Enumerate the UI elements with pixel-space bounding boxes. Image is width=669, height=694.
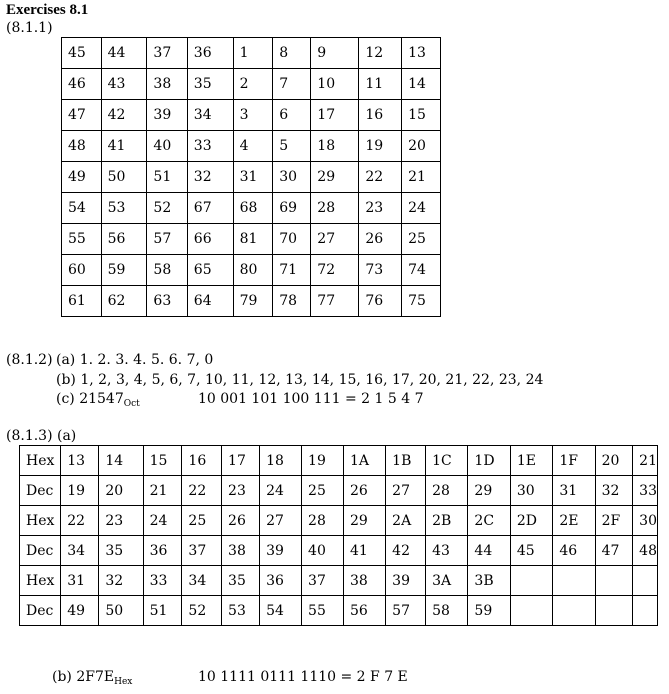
table-cell: 22 bbox=[359, 162, 402, 193]
table-cell: 15 bbox=[143, 446, 182, 476]
table-cell bbox=[510, 566, 552, 596]
table-cell: Dec bbox=[20, 536, 61, 566]
table-cell: 30 bbox=[633, 506, 658, 536]
table-cell: 52 bbox=[147, 193, 187, 224]
table-cell: 49 bbox=[61, 596, 99, 626]
part-b-subscript: Hex bbox=[114, 677, 133, 687]
table-cell: 41 bbox=[101, 131, 147, 162]
table-cell: 44 bbox=[468, 536, 510, 566]
table-cell: 20 bbox=[99, 476, 143, 506]
exercise-8-1-2-part-c bbox=[56, 391, 140, 409]
table-cell: 27 bbox=[386, 476, 426, 506]
table-cell: 2F bbox=[595, 506, 633, 536]
table-cell bbox=[553, 596, 595, 626]
grid-row bbox=[62, 100, 441, 131]
table-cell: 36 bbox=[187, 38, 233, 69]
table-cell bbox=[510, 596, 552, 626]
exercise-8-1-2-label: (8.1.2) bbox=[6, 352, 53, 368]
table-cell: 34 bbox=[182, 566, 222, 596]
table-cell: 3A bbox=[426, 566, 468, 596]
table-cell: 75 bbox=[402, 286, 441, 317]
grid-row bbox=[62, 69, 441, 100]
table-cell: 74 bbox=[402, 255, 441, 286]
part-c-number: (c) 21547 bbox=[56, 391, 124, 407]
table-cell: 40 bbox=[302, 536, 344, 566]
table-cell: 23 bbox=[359, 193, 402, 224]
table-cell: 17 bbox=[311, 100, 359, 131]
table-cell: 23 bbox=[99, 506, 143, 536]
table-cell: 58 bbox=[426, 596, 468, 626]
table-cell: 20 bbox=[402, 131, 441, 162]
exercise-8-1-2-part-a: (a) 1. 2. 3. 4. 5. 6. 7, 0 bbox=[56, 352, 214, 368]
table-cell: 9 bbox=[311, 38, 359, 69]
table-cell: 80 bbox=[233, 255, 273, 286]
table-cell: 32 bbox=[99, 566, 143, 596]
table-cell: 39 bbox=[147, 100, 187, 131]
table-cell: 26 bbox=[359, 224, 402, 255]
table-cell: 44 bbox=[101, 38, 147, 69]
table-cell: 2C bbox=[468, 506, 510, 536]
table-cell: 69 bbox=[273, 193, 311, 224]
table-cell: 45 bbox=[510, 536, 552, 566]
table-cell: Hex bbox=[20, 446, 61, 476]
table-cell: 43 bbox=[101, 69, 147, 100]
table-cell: 16 bbox=[182, 446, 222, 476]
table-cell: 42 bbox=[386, 536, 426, 566]
table-cell: 28 bbox=[311, 193, 359, 224]
table-cell: 24 bbox=[143, 506, 182, 536]
table-cell: 65 bbox=[187, 255, 233, 286]
table-cell: 68 bbox=[233, 193, 273, 224]
table-cell: 53 bbox=[101, 193, 147, 224]
table-cell: 17 bbox=[222, 446, 260, 476]
table-cell: 2D bbox=[510, 506, 552, 536]
table-cell: 27 bbox=[260, 506, 302, 536]
table-cell: 71 bbox=[273, 255, 311, 286]
table-cell: 25 bbox=[302, 476, 344, 506]
table-cell: 36 bbox=[143, 536, 182, 566]
table-cell bbox=[633, 566, 658, 596]
table-cell: 35 bbox=[222, 566, 260, 596]
table-cell: 2B bbox=[426, 506, 468, 536]
table-cell: 12 bbox=[359, 38, 402, 69]
table-cell: 20 bbox=[595, 446, 633, 476]
exercise-8-1-2-part-c-result: 10 001 101 100 111 = 2 1 5 4 7 bbox=[198, 391, 424, 407]
table-cell: 60 bbox=[62, 255, 102, 286]
table-cell: 29 bbox=[343, 506, 385, 536]
table-cell: 77 bbox=[311, 286, 359, 317]
table-row bbox=[20, 506, 658, 536]
table-cell: 2 bbox=[233, 69, 273, 100]
table-cell: 4 bbox=[233, 131, 273, 162]
exercise-8-1-1-label: (8.1.1) bbox=[6, 20, 53, 36]
table-cell: 33 bbox=[187, 131, 233, 162]
table-cell: 19 bbox=[302, 446, 344, 476]
table-cell: 24 bbox=[260, 476, 302, 506]
table-cell: 63 bbox=[147, 286, 187, 317]
table-cell: 23 bbox=[222, 476, 260, 506]
table-cell: 50 bbox=[101, 162, 147, 193]
table-cell: 72 bbox=[311, 255, 359, 286]
exercises-heading: Exercises 8.1 bbox=[6, 2, 89, 18]
table-cell: 5 bbox=[273, 131, 311, 162]
table-cell: 14 bbox=[402, 69, 441, 100]
table-cell: 47 bbox=[595, 536, 633, 566]
table-cell: 10 bbox=[311, 69, 359, 100]
table-cell: 39 bbox=[386, 566, 426, 596]
table-cell: 47 bbox=[62, 100, 102, 131]
table-cell: 55 bbox=[62, 224, 102, 255]
table-cell: 59 bbox=[468, 596, 510, 626]
table-cell: 1A bbox=[343, 446, 385, 476]
table-cell: 40 bbox=[147, 131, 187, 162]
table-cell: 51 bbox=[147, 162, 187, 193]
grid-row bbox=[62, 255, 441, 286]
table-cell: 46 bbox=[62, 69, 102, 100]
part-c-subscript: Oct bbox=[123, 399, 140, 409]
table-cell: 66 bbox=[187, 224, 233, 255]
table-cell: 73 bbox=[359, 255, 402, 286]
table-cell: Hex bbox=[20, 566, 61, 596]
table-cell: 55 bbox=[302, 596, 344, 626]
table-cell: 33 bbox=[143, 566, 182, 596]
table-cell: 31 bbox=[553, 476, 595, 506]
table-cell: 53 bbox=[222, 596, 260, 626]
table-cell: 24 bbox=[402, 193, 441, 224]
table-cell: 62 bbox=[101, 286, 147, 317]
table-cell: 32 bbox=[595, 476, 633, 506]
table-cell: Dec bbox=[20, 596, 61, 626]
table-cell: Dec bbox=[20, 476, 61, 506]
table-cell: 38 bbox=[147, 69, 187, 100]
table-cell: 42 bbox=[101, 100, 147, 131]
table-cell: 37 bbox=[182, 536, 222, 566]
table-cell: 29 bbox=[311, 162, 359, 193]
table-cell: 30 bbox=[273, 162, 311, 193]
table-cell: 38 bbox=[222, 536, 260, 566]
table-cell bbox=[633, 596, 658, 626]
exercise-8-1-3-part-b bbox=[52, 669, 132, 687]
table-cell: 48 bbox=[62, 131, 102, 162]
table-cell: 37 bbox=[302, 566, 344, 596]
table-cell: 37 bbox=[147, 38, 187, 69]
table-cell: 34 bbox=[61, 536, 99, 566]
table-cell: 1B bbox=[386, 446, 426, 476]
table-row bbox=[20, 536, 658, 566]
grid-row bbox=[62, 131, 441, 162]
table-cell: 26 bbox=[343, 476, 385, 506]
table-cell: 25 bbox=[402, 224, 441, 255]
table-cell: 31 bbox=[233, 162, 273, 193]
table-cell: 1C bbox=[426, 446, 468, 476]
table-cell: Hex bbox=[20, 506, 61, 536]
table-cell: 19 bbox=[359, 131, 402, 162]
exercise-8-1-3-part-b-result: 10 1111 0111 1110 = 2 F 7 E bbox=[198, 669, 408, 685]
table-cell: 8 bbox=[273, 38, 311, 69]
hex-dec-table bbox=[19, 445, 658, 626]
table-cell: 67 bbox=[187, 193, 233, 224]
table-cell: 22 bbox=[61, 506, 99, 536]
table-cell: 13 bbox=[402, 38, 441, 69]
table-cell: 25 bbox=[182, 506, 222, 536]
table-cell: 52 bbox=[182, 596, 222, 626]
exercise-8-1-2-part-b: (b) 1, 2, 3, 4, 5, 6, 7, 10, 11, 12, 13, 14, 15, 16, 17, 20, 21, 22, 23, 24 bbox=[56, 372, 544, 388]
grid-row bbox=[62, 162, 441, 193]
table-cell: 28 bbox=[426, 476, 468, 506]
table-cell: 49 bbox=[62, 162, 102, 193]
table-cell: 15 bbox=[402, 100, 441, 131]
table-cell: 36 bbox=[260, 566, 302, 596]
table-cell: 70 bbox=[273, 224, 311, 255]
spiral-number-grid bbox=[61, 37, 441, 317]
table-cell: 35 bbox=[187, 69, 233, 100]
table-cell: 21 bbox=[143, 476, 182, 506]
table-cell: 58 bbox=[147, 255, 187, 286]
table-cell: 16 bbox=[359, 100, 402, 131]
table-cell: 2E bbox=[553, 506, 595, 536]
table-cell: 45 bbox=[62, 38, 102, 69]
table-row bbox=[20, 566, 658, 596]
table-cell: 3B bbox=[468, 566, 510, 596]
table-cell: 59 bbox=[101, 255, 147, 286]
grid-row bbox=[62, 224, 441, 255]
table-cell: 14 bbox=[99, 446, 143, 476]
table-cell bbox=[553, 566, 595, 596]
part-b-number: (b) 2F7E bbox=[52, 669, 115, 685]
table-cell: 19 bbox=[61, 476, 99, 506]
table-cell: 18 bbox=[260, 446, 302, 476]
table-cell: 39 bbox=[260, 536, 302, 566]
table-cell: 41 bbox=[343, 536, 385, 566]
grid-row bbox=[62, 193, 441, 224]
table-row bbox=[20, 596, 658, 626]
table-cell: 35 bbox=[99, 536, 143, 566]
table-cell: 57 bbox=[147, 224, 187, 255]
table-cell: 48 bbox=[633, 536, 658, 566]
table-cell: 79 bbox=[233, 286, 273, 317]
table-cell: 54 bbox=[62, 193, 102, 224]
table-cell: 22 bbox=[182, 476, 222, 506]
table-cell: 61 bbox=[62, 286, 102, 317]
table-cell: 28 bbox=[302, 506, 344, 536]
table-cell: 81 bbox=[233, 224, 273, 255]
table-cell: 54 bbox=[260, 596, 302, 626]
table-cell: 1F bbox=[553, 446, 595, 476]
table-cell: 13 bbox=[61, 446, 99, 476]
table-cell: 78 bbox=[273, 286, 311, 317]
table-cell: 64 bbox=[187, 286, 233, 317]
table-cell: 31 bbox=[61, 566, 99, 596]
table-cell: 21 bbox=[402, 162, 441, 193]
grid-row bbox=[62, 38, 441, 69]
grid-row bbox=[62, 286, 441, 317]
table-cell: 7 bbox=[273, 69, 311, 100]
table-cell bbox=[595, 566, 633, 596]
table-cell: 33 bbox=[633, 476, 658, 506]
table-cell: 50 bbox=[99, 596, 143, 626]
table-cell: 27 bbox=[311, 224, 359, 255]
table-cell: 32 bbox=[187, 162, 233, 193]
table-cell: 1 bbox=[233, 38, 273, 69]
table-cell: 30 bbox=[510, 476, 552, 506]
table-cell: 56 bbox=[343, 596, 385, 626]
table-cell: 1E bbox=[510, 446, 552, 476]
table-row bbox=[20, 476, 658, 506]
table-cell: 1D bbox=[468, 446, 510, 476]
table-cell: 38 bbox=[343, 566, 385, 596]
table-cell: 6 bbox=[273, 100, 311, 131]
table-cell: 2A bbox=[386, 506, 426, 536]
table-cell: 57 bbox=[386, 596, 426, 626]
table-cell: 29 bbox=[468, 476, 510, 506]
table-cell: 46 bbox=[553, 536, 595, 566]
table-cell: 76 bbox=[359, 286, 402, 317]
table-cell: 26 bbox=[222, 506, 260, 536]
table-cell: 51 bbox=[143, 596, 182, 626]
table-cell: 21 bbox=[633, 446, 658, 476]
table-cell: 34 bbox=[187, 100, 233, 131]
table-row bbox=[20, 446, 658, 476]
table-cell: 3 bbox=[233, 100, 273, 131]
table-cell: 18 bbox=[311, 131, 359, 162]
table-cell: 43 bbox=[426, 536, 468, 566]
table-cell: 56 bbox=[101, 224, 147, 255]
table-cell: 11 bbox=[359, 69, 402, 100]
table-cell bbox=[595, 596, 633, 626]
exercise-8-1-3-label: (8.1.3) (a) bbox=[6, 428, 77, 444]
